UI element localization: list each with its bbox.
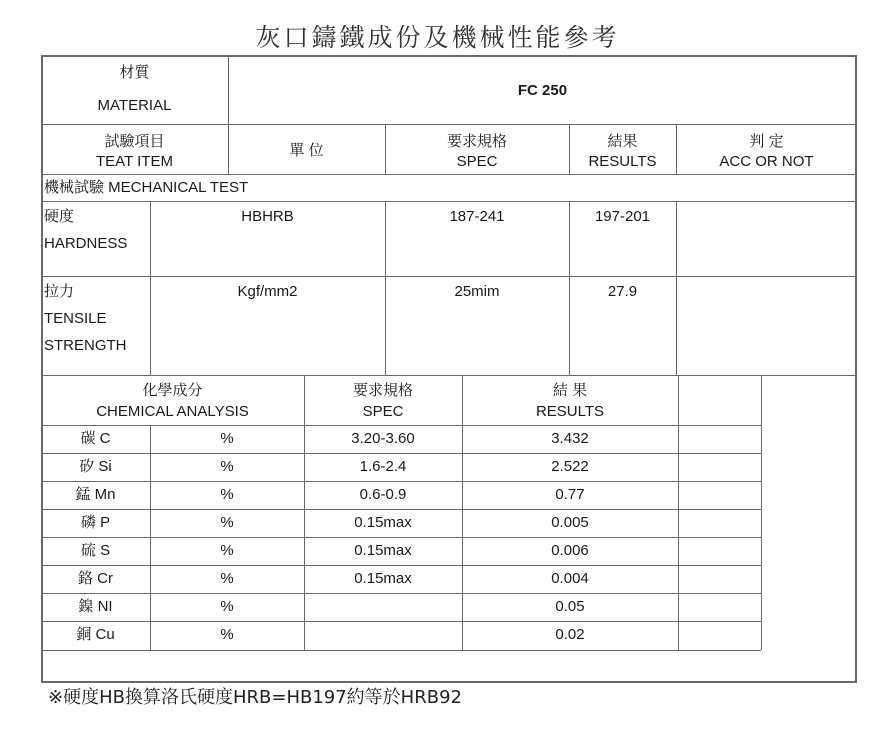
chem-unit-ni: %: [220, 598, 234, 615]
chem-element-ni: 鎳 NI: [78, 598, 113, 615]
tensile-result: 27.9: [607, 283, 638, 300]
chem-element-si: 矽 Si: [79, 458, 112, 475]
col-spec-cn: 要求規格: [446, 133, 507, 150]
chem-element-p: 磷 P: [80, 514, 111, 531]
col-result-cn: 結果: [607, 133, 638, 150]
chem-unit-c: %: [220, 430, 234, 447]
chem-unit-si: %: [220, 458, 234, 475]
chem-spec-p: 0.15max: [354, 514, 412, 531]
grid-line: [41, 276, 857, 277]
chem-result-s: 0.006: [551, 542, 589, 559]
tensile-unit: Kgf/mm2: [237, 283, 298, 300]
footnote: ※硬度HB換算洛氏硬度HRB=HB197約等於HRB92: [48, 687, 462, 708]
grid-line: [41, 650, 761, 651]
grid-line: [41, 174, 857, 175]
tensile-name-en1: TENSILE: [44, 310, 107, 327]
grid-line: [41, 375, 857, 376]
chem-result-cr: 0.004: [551, 570, 589, 587]
chem-result-c: 3.432: [551, 430, 589, 447]
chem-spec-cr: 0.15max: [354, 570, 412, 587]
chem-element-s: 硫 S: [80, 542, 111, 559]
chem-result-mn: 0.77: [555, 486, 585, 503]
grid-line: [41, 124, 857, 125]
chem-result-p: 0.005: [551, 514, 589, 531]
chem-spec-en: SPEC: [362, 403, 404, 420]
material-label-en: MATERIAL: [97, 97, 172, 114]
col-item-cn: 試驗項目: [104, 133, 165, 150]
chem-unit-cr: %: [220, 570, 234, 587]
chem-element-c: 碳 C: [80, 430, 111, 447]
tensile-name-cn: 拉力: [44, 283, 75, 300]
hardness-spec: 187-241: [449, 208, 505, 225]
material-label-cn: 材質: [119, 64, 150, 81]
chem-result-ni: 0.05: [555, 598, 585, 615]
hardness-name-en: HARDNESS: [44, 235, 128, 252]
col-unit: 單 位: [289, 142, 324, 159]
col-judge-en: ACC OR NOT: [719, 153, 814, 170]
hardness-name-cn: 硬度: [44, 208, 75, 225]
page-title: 灰口鑄鐵成份及機械性能參考: [255, 23, 620, 52]
tensile-name-en2: STRENGTH: [44, 337, 127, 354]
chem-result-si: 2.522: [551, 458, 589, 475]
chem-spec-si: 1.6-2.4: [359, 458, 407, 475]
chem-unit-cu: %: [220, 626, 234, 643]
grid-line: [678, 375, 679, 650]
chem-spec-mn: 0.6-0.9: [359, 486, 407, 503]
chem-head-en: CHEMICAL ANALYSIS: [96, 403, 249, 420]
chem-result-cn: 結 果: [552, 382, 588, 399]
material-value: FC 250: [517, 82, 568, 99]
col-item-en: TEAT ITEM: [96, 153, 173, 170]
chem-unit-p: %: [220, 514, 234, 531]
chem-element-cu: 銅 Cu: [76, 626, 115, 643]
chem-element-cr: 鉻 Cr: [78, 570, 113, 587]
hardness-unit: HBHRB: [241, 208, 294, 225]
col-spec-en: SPEC: [456, 153, 498, 170]
col-judge-cn: 判 定: [749, 133, 784, 150]
chem-result-cu: 0.02: [555, 626, 585, 643]
chem-spec-cn: 要求規格: [352, 382, 413, 399]
chem-head-cn: 化學成分: [142, 382, 203, 399]
chem-unit-s: %: [220, 542, 234, 559]
hardness-result: 197-201: [594, 208, 651, 225]
grid-line: [676, 201, 677, 375]
col-result-en: RESULTS: [588, 153, 657, 170]
chem-element-mn: 錳 Mn: [75, 486, 116, 503]
grid-line: [41, 201, 857, 202]
chem-unit-mn: %: [220, 486, 234, 503]
section-mechanical: 機械試驗 MECHANICAL TEST: [44, 179, 249, 196]
tensile-spec: 25mim: [454, 283, 500, 300]
chem-spec-c: 3.20-3.60: [351, 430, 415, 447]
grid-line: [761, 375, 762, 650]
chem-result-en: RESULTS: [535, 403, 605, 420]
chem-spec-s: 0.15max: [354, 542, 412, 559]
